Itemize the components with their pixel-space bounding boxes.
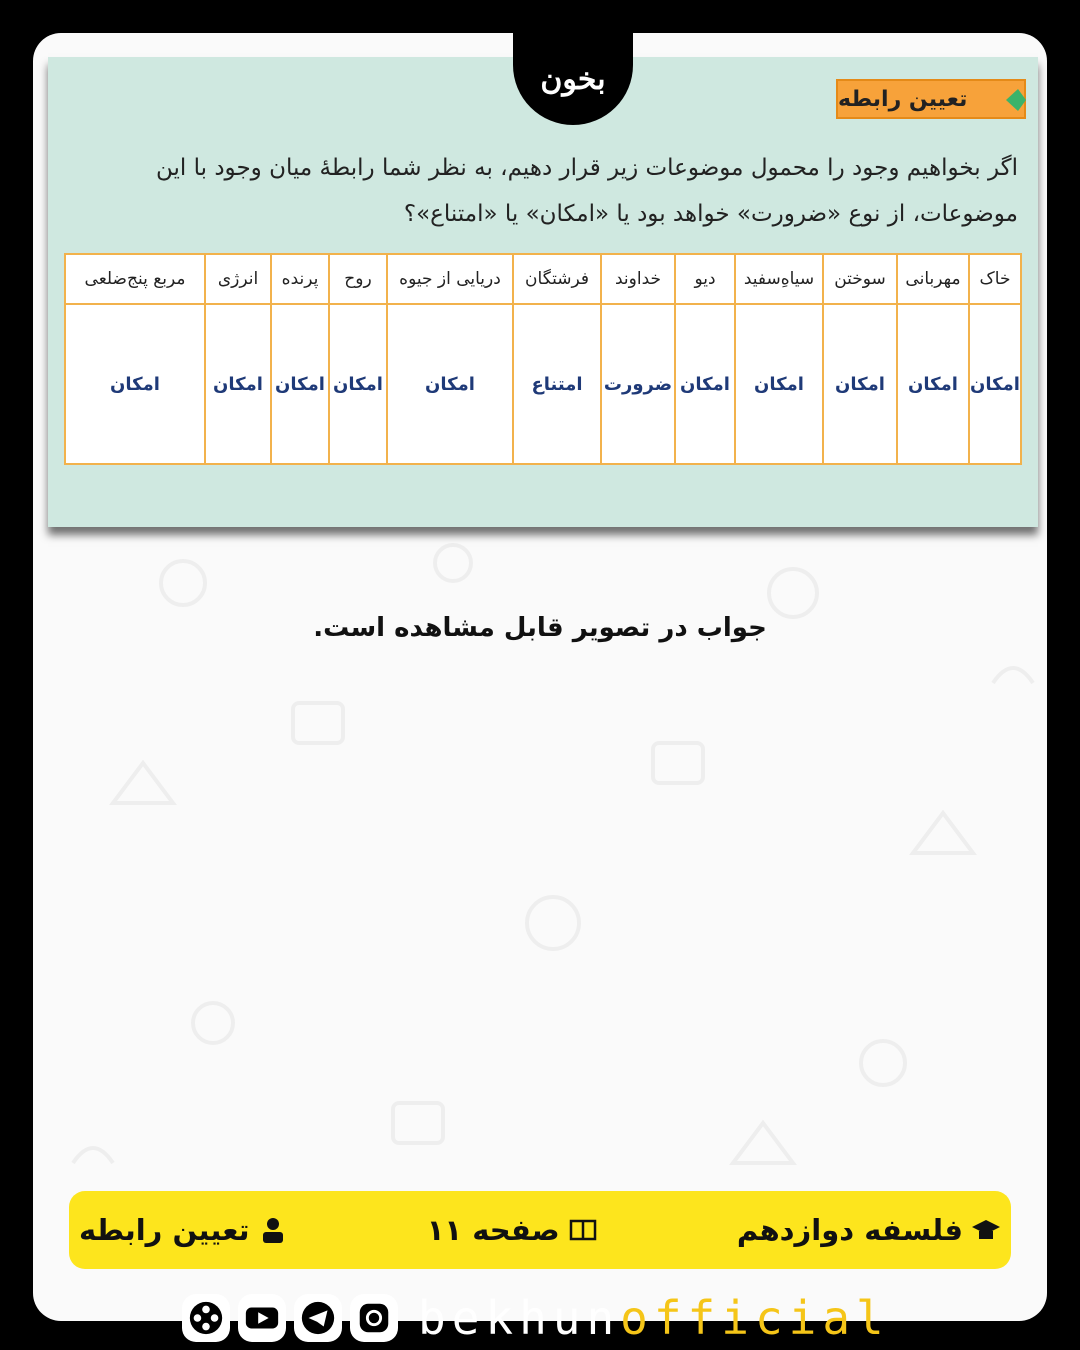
telegram-icon[interactable] [294, 1294, 342, 1342]
table-answer-row [65, 304, 1021, 464]
table-header-cell: دیو [675, 254, 735, 304]
film-reel-icon[interactable] [182, 1294, 230, 1342]
table-header-cell: پرنده [271, 254, 329, 304]
table-header-cell: مهربانی [897, 254, 969, 304]
chevron-left-icon [1002, 87, 1028, 113]
table-answer-cell: امکان [387, 304, 513, 464]
graduation-cap-icon [971, 1215, 1001, 1245]
teacher-icon [258, 1215, 288, 1245]
table-header-cell: مربع پنج‌ضلعی [65, 254, 205, 304]
table-header-cell: خداوند [601, 254, 675, 304]
info-topic-label: تعیین رابطه [79, 1213, 250, 1247]
info-subject [737, 1213, 1001, 1247]
table-answer-cell: امکان [271, 304, 329, 464]
table-answer-cell: امکان [735, 304, 823, 464]
table-header-cell: سوختن [823, 254, 897, 304]
info-bar [69, 1191, 1011, 1269]
open-book-icon [568, 1215, 598, 1245]
table-answer-cell: امتناع [513, 304, 601, 464]
table-header-row [65, 254, 1021, 304]
table-header-cell: دریایی از جیوه [387, 254, 513, 304]
table-answer-cell: امکان [65, 304, 205, 464]
social-footer [182, 1290, 890, 1346]
table-answer-cell: امکان [675, 304, 735, 464]
brand-handle-white: bekhun [418, 1291, 621, 1345]
table-header-cell: سیاهِ‌سفید [735, 254, 823, 304]
info-topic [79, 1213, 288, 1247]
table-header-cell: انرژی [205, 254, 271, 304]
question-text: اگر بخواهیم وجود را محمول موضوعات زیر قرار دهیم، به نظر شما رابطهٔ میان وجود با این موضوعات، از نوع «ضرورت» خواهد بود یا «امکان» یا «امتناع»؟ [155, 155, 1018, 227]
youtube-icon[interactable] [238, 1294, 286, 1342]
table-answer-cell: امکان [823, 304, 897, 464]
info-subject-label: فلسفه دوازدهم [736, 1213, 963, 1247]
table-answer-cell: امکان [329, 304, 387, 464]
table-answer-cell: امکان [969, 304, 1021, 464]
brand-handle-yellow: official [620, 1291, 890, 1345]
answer-note: جواب در تصویر قابل مشاهده است. [313, 613, 767, 643]
info-page-label: صفحه ۱۱ [426, 1213, 560, 1247]
table-answer-cell: امکان [897, 304, 969, 464]
relation-table [64, 253, 1022, 465]
content-card [33, 33, 1047, 1321]
instagram-icon[interactable] [350, 1294, 398, 1342]
table-answer-cell: ضرورت [601, 304, 675, 464]
brand-handle[interactable] [418, 1291, 890, 1345]
table-header-cell: روح [329, 254, 387, 304]
logo-text: بخون [540, 61, 606, 97]
section-tag [836, 79, 1026, 119]
table-header-cell: فرشتگان [513, 254, 601, 304]
textbook-excerpt [48, 57, 1038, 527]
info-page [427, 1213, 598, 1247]
table-header-cell: خاک [969, 254, 1021, 304]
section-tag-label: تعیین رابطه [838, 86, 968, 112]
table-answer-cell: امکان [205, 304, 271, 464]
